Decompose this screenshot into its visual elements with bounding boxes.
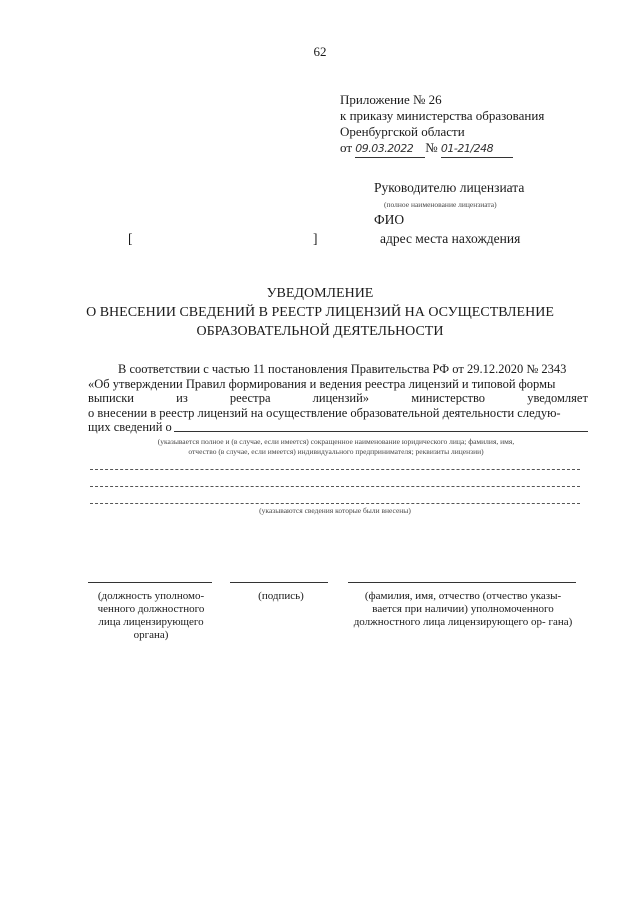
notification-body — [88, 362, 588, 435]
name-signature-line — [348, 582, 576, 583]
body-word: лицензий» — [312, 391, 370, 405]
recipient-fill-line — [174, 420, 588, 432]
bracket-right: ] — [313, 231, 318, 246]
body-line-1: В соответствии с частью 11 постановления Правительства РФ от 29.12.2020 № 2343 — [118, 362, 567, 376]
signature-line — [230, 582, 328, 583]
handwritten-number: 01-21/248 — [441, 141, 513, 158]
bracket-left: [ — [128, 231, 133, 246]
body-word: министерство — [411, 391, 486, 405]
entity-note-line1: (указывается полное и (в случае, если имеется) сокращенное наименование юридического лица; фамилия, имя, — [157, 437, 515, 446]
body-word: реестра — [229, 391, 271, 405]
number-label: № — [425, 140, 438, 155]
document-subtitle-line2: ОБРАЗОВАТЕЛЬНОЙ ДЕЯТЕЛЬНОСТИ — [196, 324, 444, 339]
appendix-title: Приложение № 26 — [340, 92, 442, 107]
body-line-5 — [88, 420, 588, 435]
entity-note-line2: отчество (в случае, если имеется) индивидуального предпринимателя; реквизиты лицензии) — [188, 447, 484, 456]
recipient-fio: ФИО — [374, 212, 405, 227]
body-word: выписки — [88, 391, 134, 405]
body-line-2: «Об утверждении Правил формирования и ведения реестра лицензий и типовой формы — [88, 376, 556, 391]
appendix-date-line — [340, 140, 544, 158]
recipient-head: Руководителю лицензиата — [374, 180, 525, 195]
document-subtitle-line1: О ВНЕСЕНИИ СВЕДЕНИЙ В РЕЕСТР ЛИЦЕНЗИЙ НА ОСУЩЕСТВЛЕНИЕ — [86, 305, 554, 320]
document-title: УВЕДОМЛЕНИЕ — [266, 286, 374, 301]
appendix-order-line: к приказу министерства образования — [340, 108, 545, 123]
recipient-address: адрес места нахождения — [380, 231, 521, 246]
body-word: уведомляет — [527, 391, 588, 405]
name-label: (фамилия, имя, отчество (отчество указы- вается при наличии) уполномоченного должностного лица лицензирующего ор- гана) — [353, 590, 573, 628]
body-word: из — [176, 391, 188, 405]
appendix-region-line: Оренбургской области — [340, 124, 465, 139]
details-note: (указываются сведения которые были внесены) — [259, 506, 411, 515]
body-line-5-text: щих сведений о — [88, 420, 172, 434]
fill-line — [90, 486, 580, 487]
body-line-4: о внесении в реестр лицензий на осуществление образовательной деятельности следую- — [88, 405, 561, 420]
signature-label: (подпись) — [258, 590, 304, 602]
from-label: от — [340, 140, 353, 155]
body-line-3 — [88, 391, 588, 406]
handwritten-date: 09.03.2022 — [355, 141, 425, 158]
recipient-head-note: (полное наименование лицензиата) — [384, 200, 497, 209]
appendix-block — [340, 92, 544, 158]
position-signature-line — [88, 582, 212, 583]
position-label: (должность уполномо- ченного должностного лица лицензирующего органа) — [97, 590, 205, 641]
fill-line — [90, 503, 580, 504]
fill-line — [90, 469, 580, 470]
page-number: 62 — [313, 44, 327, 59]
